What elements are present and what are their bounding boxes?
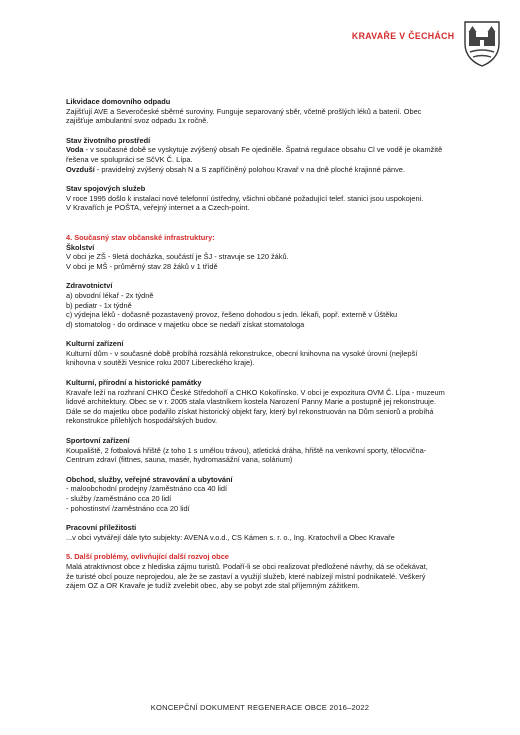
paragraph-line: rekonstrukce přilehlých hospodářských budov. [66,416,218,426]
paragraph-line: Centrum zdraví (fittnes, sauna, masér, hydromasážní vana, solárium) [66,455,293,465]
paragraph-line: řešena ve spolupráci se SčVK Č. Lípa. [66,154,193,164]
paragraph-line [66,145,461,155]
section-heading: Zdravotnictví [66,281,113,291]
footer-text: KONCEPČNÍ DOKUMENT REGENERACE OBCE 2016–2022 [150,703,370,712]
list-item: a) obvodní lékař - 2x týdně [66,290,154,300]
paragraph-line: Kravaře leží na rozhraní CHKO České Středohoří a CHKO Kokořínsko. V obci je expozitura OVM Č. Lípa - muzeum [66,387,445,397]
section-heading: Pracovní příležitosti [66,523,137,533]
section-heading: Sportovní zařízení [66,436,130,446]
section-heading: Stav spojových služeb [66,184,146,194]
section-health [66,281,461,329]
section-heritage [66,378,461,426]
paragraph-line: Koupaliště, 2 fotbalová hřiště (z toho 1 s umělou trávou), atletická dráha, hřiště na venkovní sporty, tělocvična- [66,445,427,455]
paragraph-line: zájem OZ a OR Kravaře je tudíž zvelebit obec, aby se pobyt zde stal příjemným zážitkem. [66,581,360,591]
section-problems [66,562,461,591]
section-waste [66,97,461,126]
list-item: b) pediatr - 1x týdně [66,300,132,310]
chapter-heading: 5. Další problémy, ovlivňující další rozvoj obce [66,552,229,562]
section-schools [66,243,461,272]
section-heading: Kulturní, přírodní a historické památky [66,378,202,388]
section-heading: Obchod, služby, veřejné stravování a ubytování [66,474,233,484]
paragraph-line: zajišťuje ambulantní svoz odpadu 1x ročně. [66,116,209,126]
spacer [66,223,461,233]
paragraph-line [66,165,461,175]
paragraph-line: V obci je MŠ - průměrný stav 28 žáků v 1 třídě [66,261,218,271]
inline-label: Voda [66,145,84,155]
paragraph-line: Malá atraktivnost obce z hlediska zájmu turistů. Podaří-li se obci realizovat předložené návrhy, dá se očekávat, [66,561,428,571]
section-commerce [66,475,461,513]
section-heading: Stav životního prostředí [66,135,151,145]
paragraph-line: Dále se do majetku obce podařilo získat historický objekt fary, který byl rekonstruován na Dům seniorů a probíhá [66,406,434,416]
coat-of-arms-icon [462,18,502,68]
paragraph-line: Zajišťují AVE a Severočeské sběrné suroviny. Funguje separovaný sběr, včetně prošlých léků a baterií. Obec [66,106,422,116]
chapter-heading: 4. Současný stav občanské infrastruktury: [66,232,215,242]
section-heading: Kulturní zařízení [66,339,124,349]
section-sports [66,436,461,465]
header-title: KRAVAŘE V ČECHÁCH [351,31,454,42]
paragraph-line: Kulturní dům - v současné době probíhá rozsáhlá rekonstrukce, obecní knihovna na vysoké úrovni (nejlepší [66,348,418,358]
section-heading: Likvidace domovního odpadu [66,97,171,106]
list-item: d) stomatolog - do ordinace v majetku obce se nedaří získat stomatologa [66,319,305,329]
list-item: - maloobchodní prodejny /zaměstnáno cca 40 lidí [66,484,228,494]
section-heading: Školství [66,242,95,252]
paragraph-line: lidové architektury. Obec se v r. 2005 stala vlastníkem kostela Narození Panny Marie a postupně jej rekonstruuje. [66,397,436,407]
list-item: c) výdejna léků - dočasně pozastavený provoz, řešeno dohodou s jedn. lékaři, popř. externě v Úštěku [66,310,398,320]
section-telecom [66,184,461,213]
section-jobs [66,523,461,542]
paragraph-line: ...v obci vytvářejí dále tyto subjekty: AVENA v.o.d., CS Kámen s. r. o., Ing. Kratochvíl a Obec Kravaře [66,532,395,542]
paragraph-line: V obci je ZŠ - 9letá docházka, součástí je ŠJ - stravuje se 120 žáků. [66,252,289,262]
list-item: - služby /zaměstnáno cca 20 lidí [66,494,172,503]
inline-label: Ovzduší [66,164,95,174]
paragraph-line: knihovna v soutěži Vesnice roku 2007 Libereckého kraje). [66,358,255,368]
inline-text: - pravidelný zvýšený obsah N a S zapříčiněný polohou Kravař v na dně ploché krajinné pánve. [94,164,405,174]
paragraph-line: V roce 1995 došlo k instalaci nové telefonní ústředny, všichni občané požadující telef. stanici jsou uspokojeni. [66,193,424,203]
list-item: - pohostinství /zaměstnáno cca 20 lidí [66,503,190,513]
section-environment [66,136,461,174]
paragraph-line: že turisté obcí pouze neprojedou, ale že se zastaví a využijí služeb, které nabízejí místní podnikatelé. Veškerý [66,571,426,581]
section-culture [66,339,461,368]
paragraph-line: V Kravařích je POŠTA, veřejný internet a a Czech-point. [66,203,250,213]
inline-text: - v současné době se vyskytuje zvýšený obsah Fe ojediněle. Špatná regulace obsahu Cl ve vodě je okamžitě [83,145,443,155]
document-body [66,97,461,601]
